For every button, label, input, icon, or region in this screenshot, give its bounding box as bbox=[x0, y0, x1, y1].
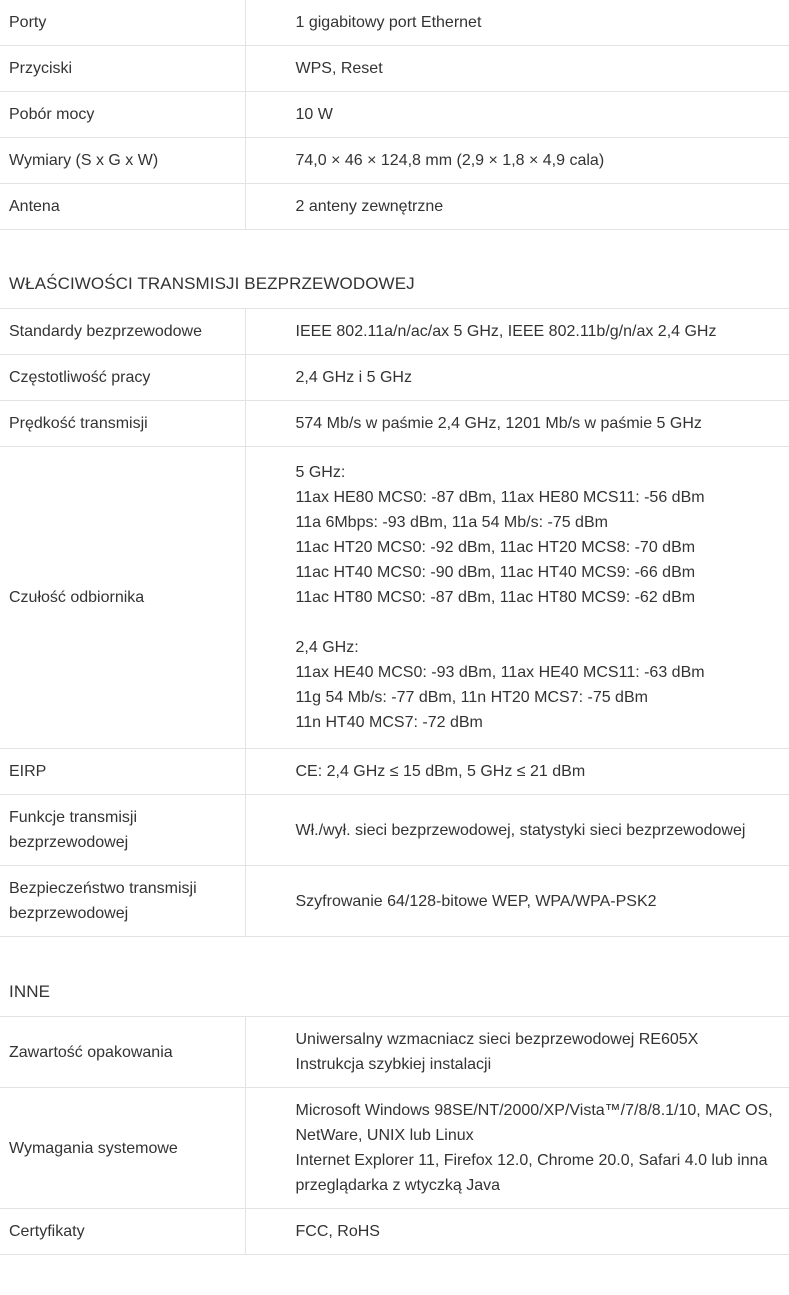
spec-value-line: 11ac HT80 MCS0: -87 dBm, 11ac HT80 MCS9: -62 dBm bbox=[295, 589, 696, 606]
spec-value: IEEE 802.11a/n/ac/ax 5 GHz, IEEE 802.11b/g/n/ax 2,4 GHz bbox=[245, 309, 789, 355]
table-row bbox=[0, 749, 789, 795]
spec-label: Certyfikaty bbox=[0, 1209, 245, 1255]
table-row bbox=[0, 355, 789, 401]
section-title-wireless: WŁAŚCIWOŚCI TRANSMISJI BEZPRZEWODOWEJ bbox=[9, 274, 415, 293]
table-row bbox=[0, 138, 789, 184]
table-row bbox=[0, 447, 789, 749]
spec-value-multiline bbox=[245, 1017, 789, 1088]
spec-value-line: 11ac HT20 MCS0: -92 dBm, 11ac HT20 MCS8: -70 dBm bbox=[295, 539, 696, 556]
spec-table-basic bbox=[0, 0, 789, 230]
spec-table-wireless bbox=[0, 308, 789, 937]
table-row bbox=[0, 184, 789, 230]
spec-value-line: 11ax HE80 MCS0: -87 dBm, 11ax HE80 MCS11: -56 dBm bbox=[295, 489, 705, 506]
table-row bbox=[0, 46, 789, 92]
spec-value: CE: 2,4 GHz ≤ 15 dBm, 5 GHz ≤ 21 dBm bbox=[245, 749, 789, 795]
spec-label: Prędkość transmisji bbox=[0, 401, 245, 447]
table-row bbox=[0, 0, 789, 46]
spec-label: Porty bbox=[0, 0, 245, 46]
spec-label: Czułość odbiornika bbox=[0, 447, 245, 749]
spec-label: Wymagania systemowe bbox=[0, 1088, 245, 1209]
spec-value-line: 5 GHz: bbox=[295, 464, 346, 481]
spec-value-spacer bbox=[296, 610, 782, 635]
spec-label: Standardy bezprzewodowe bbox=[0, 309, 245, 355]
spec-value-line: Uniwersalny wzmacniacz sieci bezprzewodowej RE605X bbox=[295, 1031, 699, 1048]
spec-value: 574 Mb/s w paśmie 2,4 GHz, 1201 Mb/s w paśmie 5 GHz bbox=[245, 401, 789, 447]
spec-value-multiline bbox=[245, 1088, 789, 1209]
spec-value-line: Microsoft Windows 98SE/NT/2000/XP/Vista™/7/8/8.1/10, MAC OS, NetWare, UNIX lub Linux bbox=[295, 1102, 773, 1144]
table-row bbox=[0, 795, 789, 866]
spec-value: WPS, Reset bbox=[245, 46, 789, 92]
table-row bbox=[0, 1017, 789, 1088]
spec-value-multiline bbox=[245, 447, 789, 749]
spec-label: Funkcje transmisji bezprzewodowej bbox=[0, 795, 245, 866]
spec-label: Przyciski bbox=[0, 46, 245, 92]
spec-value: 2,4 GHz i 5 GHz bbox=[245, 355, 789, 401]
spec-label: Częstotliwość pracy bbox=[0, 355, 245, 401]
spec-value-line: 11g 54 Mb/s: -77 dBm, 11n HT20 MCS7: -75 dBm bbox=[295, 689, 648, 706]
spec-value-line: 2,4 GHz: bbox=[295, 639, 359, 656]
spec-table-other bbox=[0, 1016, 789, 1255]
table-row bbox=[0, 401, 789, 447]
spec-value-line: 11ax HE40 MCS0: -93 dBm, 11ax HE40 MCS11: -63 dBm bbox=[295, 664, 705, 681]
spec-label: Antena bbox=[0, 184, 245, 230]
table-row bbox=[0, 1088, 789, 1209]
spec-label: Bezpieczeństwo transmisji bezprzewodowej bbox=[0, 866, 245, 937]
section-title-other: INNE bbox=[9, 982, 51, 1001]
spec-value-line: 11n HT40 MCS7: -72 dBm bbox=[295, 714, 483, 731]
spec-value: 2 anteny zewnętrzne bbox=[245, 184, 789, 230]
spec-label: Zawartość opakowania bbox=[0, 1017, 245, 1088]
spec-value: Wł./wył. sieci bezprzewodowej, statystyki sieci bezprzewodowej bbox=[245, 795, 789, 866]
spec-value-line: 11a 6Mbps: -93 dBm, 11a 54 Mb/s: -75 dBm bbox=[295, 514, 608, 531]
spec-label: EIRP bbox=[0, 749, 245, 795]
spec-value: FCC, RoHS bbox=[245, 1209, 789, 1255]
table-row bbox=[0, 1209, 789, 1255]
table-row bbox=[0, 866, 789, 937]
spec-value-line: Internet Explorer 11, Firefox 12.0, Chrome 20.0, Safari 4.0 lub inna przeglądarka z wtyczką Java bbox=[295, 1152, 768, 1194]
spec-value: 1 gigabitowy port Ethernet bbox=[245, 0, 789, 46]
spec-value-line: Instrukcja szybkiej instalacji bbox=[295, 1056, 492, 1073]
spec-value-line: 11ac HT40 MCS0: -90 dBm, 11ac HT40 MCS9: -66 dBm bbox=[295, 564, 696, 581]
spec-value: 10 W bbox=[245, 92, 789, 138]
table-row bbox=[0, 92, 789, 138]
table-row bbox=[0, 309, 789, 355]
spec-value: Szyfrowanie 64/128-bitowe WEP, WPA/WPA-PSK2 bbox=[245, 866, 789, 937]
spec-value: 74,0 × 46 × 124,8 mm (2,9 × 1,8 × 4,9 cala) bbox=[245, 138, 789, 184]
spec-label: Pobór mocy bbox=[0, 92, 245, 138]
spec-label: Wymiary (S x G x W) bbox=[0, 138, 245, 184]
